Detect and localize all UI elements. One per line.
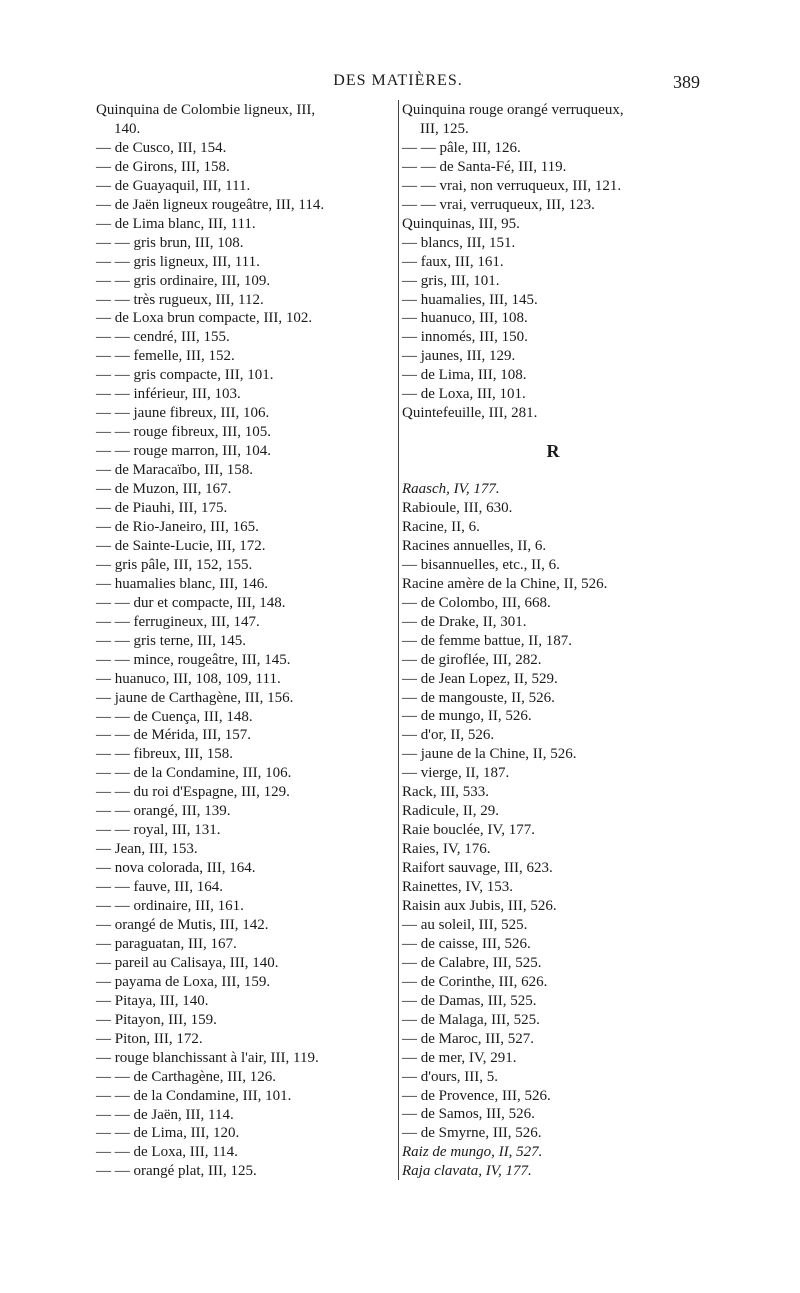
index-entry: — de Cusco, III, 154. bbox=[96, 139, 227, 156]
index-entry: — paraguatan, III, 167. bbox=[96, 935, 237, 952]
index-entry: — de Guayaquil, III, 111. bbox=[96, 177, 251, 194]
index-entry: — de Lima blanc, III, 111. bbox=[96, 215, 256, 232]
index-entry: Rainettes, IV, 153. bbox=[402, 879, 513, 896]
index-entry: — jaune de Carthagène, III, 156. bbox=[96, 689, 294, 706]
index-entry: — rouge blanchissant à l'air, III, 119. bbox=[96, 1049, 319, 1066]
index-entry: — — de Lima, III, 120. bbox=[96, 1125, 240, 1142]
index-entry: — de Provence, III, 526. bbox=[402, 1087, 551, 1104]
index-entry: — huamalies, III, 145. bbox=[402, 291, 538, 308]
running-title: DES MATIÈRES. bbox=[333, 72, 463, 89]
index-entry: — Pitaya, III, 140. bbox=[96, 992, 209, 1009]
index-entry: — de mer, IV, 291. bbox=[402, 1049, 517, 1066]
index-entry: — de Maracaïbo, III, 158. bbox=[96, 462, 254, 479]
index-entry: — de Colombo, III, 668. bbox=[402, 594, 551, 611]
index-entry: — — orangé, III, 139. bbox=[96, 803, 231, 820]
spacer bbox=[402, 461, 704, 480]
index-entry: — — de Jaën, III, 114. bbox=[96, 1106, 234, 1123]
spacer bbox=[402, 423, 704, 442]
index-entry: — — rouge marron, III, 104. bbox=[96, 443, 271, 460]
index-entry: — de Jean Lopez, II, 529. bbox=[402, 670, 558, 687]
index-entry: — — vrai, verruqueux, III, 123. bbox=[402, 196, 595, 213]
index-entry: Raisin aux Jubis, III, 526. bbox=[402, 898, 557, 914]
index-entry: — — ordinaire, III, 161. bbox=[96, 898, 244, 915]
index-entry: Rabioule, III, 630. bbox=[402, 499, 513, 516]
index-entry: — de mangouste, II, 526. bbox=[402, 689, 555, 706]
index-entry: — — cendré, III, 155. bbox=[96, 329, 230, 346]
index-entry: — jaune de la Chine, II, 526. bbox=[402, 746, 577, 763]
index-entry: Racine amère de la Chine, II, 526. bbox=[402, 575, 608, 592]
index-entry: — orangé de Mutis, III, 142. bbox=[96, 916, 269, 933]
page-header bbox=[96, 72, 700, 94]
index-entry: Raasch, IV, 177. bbox=[402, 481, 500, 498]
index-entry: — — inférieur, III, 103. bbox=[96, 386, 241, 403]
index-entry: — de giroflée, III, 282. bbox=[402, 651, 542, 668]
index-entry: — huanuco, III, 108. bbox=[402, 310, 528, 327]
index-entry: — de Malaga, III, 525. bbox=[402, 1011, 540, 1028]
index-entry: — de caisse, III, 526. bbox=[402, 935, 531, 952]
index-entry: — Jean, III, 153. bbox=[96, 841, 198, 858]
index-entry: Quinquina rouge orangé verruqueux, bbox=[402, 102, 624, 118]
index-entry: — — de la Condamine, III, 101. bbox=[96, 1087, 292, 1104]
index-entry: — — gris terne, III, 145. bbox=[96, 632, 246, 649]
index-entry: — — du roi d'Espagne, III, 129. bbox=[96, 784, 290, 801]
index-entry: — pareil au Calisaya, III, 140. bbox=[96, 954, 279, 971]
index-entry: — — mince, rougeâtre, III, 145. bbox=[96, 651, 291, 668]
index-entry: — innomés, III, 150. bbox=[402, 329, 528, 346]
index-entry: — huanuco, III, 108, 109, 111. bbox=[96, 670, 281, 687]
index-entry: — — de la Condamine, III, 106. bbox=[96, 765, 292, 782]
page-number: 389 bbox=[673, 72, 700, 92]
index-entry: Raifort sauvage, III, 623. bbox=[402, 860, 553, 877]
index-entry: — — très rugueux, III, 112. bbox=[96, 291, 264, 308]
index-entry: — — de Santa-Fé, III, 119. bbox=[402, 158, 567, 175]
index-entry: — de femme battue, II, 187. bbox=[402, 632, 572, 649]
index-entry: — — fauve, III, 164. bbox=[96, 879, 224, 896]
index-entry: Quinquinas, III, 95. bbox=[402, 215, 520, 232]
index-entry: — de Smyrne, III, 526. bbox=[402, 1125, 542, 1142]
index-entry: Raie bouclée, IV, 177. bbox=[402, 822, 536, 839]
index-entry: Racines annuelles, II, 6. bbox=[402, 537, 547, 554]
index-entry: — Pitayon, III, 159. bbox=[96, 1011, 217, 1028]
index-entry: — — rouge fibreux, III, 105. bbox=[96, 424, 271, 441]
index-entry: Radicule, II, 29. bbox=[402, 803, 500, 820]
index-entry: — — vrai, non verruqueux, III, 121. bbox=[402, 177, 622, 194]
index-entry: Racine, II, 6. bbox=[402, 518, 480, 535]
index-entry: — — gris compacte, III, 101. bbox=[96, 367, 274, 384]
index-entry: — de Corinthe, III, 626. bbox=[402, 973, 548, 990]
index-entry: — de Rio-Janeiro, III, 165. bbox=[96, 518, 259, 535]
index-entry: — bisannuelles, etc., II, 6. bbox=[402, 556, 560, 573]
index-entry: — de Girons, III, 158. bbox=[96, 158, 230, 175]
index-entry: — huamalies blanc, III, 146. bbox=[96, 575, 269, 592]
index-entry: — gris pâle, III, 152, 155. bbox=[96, 556, 253, 573]
index-entry: — de Piauhi, III, 175. bbox=[96, 500, 228, 517]
index-entry: Raja clavata, IV, 177. bbox=[402, 1163, 532, 1180]
index-entry: — de Samos, III, 526. bbox=[402, 1106, 535, 1123]
index-entry: — de Loxa brun compacte, III, 102. bbox=[96, 310, 313, 327]
index-entry: — — de Cuença, III, 148. bbox=[96, 708, 253, 725]
index-entry: — de Sainte-Lucie, III, 172. bbox=[96, 537, 266, 554]
index-entry: — de Drake, II, 301. bbox=[402, 613, 527, 630]
index-entry: — — jaune fibreux, III, 106. bbox=[96, 405, 270, 422]
index-column-left bbox=[96, 101, 396, 1181]
section-letter: R bbox=[546, 441, 560, 462]
index-entry: — — royal, III, 131. bbox=[96, 822, 221, 839]
column-divider bbox=[398, 100, 399, 1180]
index-entry: — de Jaën ligneux rougeâtre, III, 114. bbox=[96, 196, 325, 213]
index-entry: — Piton, III, 172. bbox=[96, 1030, 203, 1047]
index-entry: — — dur et compacte, III, 148. bbox=[96, 594, 286, 611]
index-entry: — — pâle, III, 126. bbox=[402, 139, 521, 156]
index-entry: — — gris ligneux, III, 111. bbox=[96, 253, 260, 270]
index-entry: Rack, III, 533. bbox=[402, 784, 490, 801]
index-entry: Raies, IV, 176. bbox=[402, 841, 491, 858]
index-entry: — — de Mérida, III, 157. bbox=[96, 727, 251, 744]
index-entry: — de Lima, III, 108. bbox=[402, 367, 527, 384]
index-entry: — nova colorada, III, 164. bbox=[96, 860, 256, 877]
index-entry: — de Muzon, III, 167. bbox=[96, 481, 232, 498]
index-entry: — de Calabre, III, 525. bbox=[402, 954, 542, 971]
index-entry: — — de Loxa, III, 114. bbox=[96, 1144, 238, 1161]
index-entry: — d'or, II, 526. bbox=[402, 727, 495, 744]
index-entry: — — gris brun, III, 108. bbox=[96, 234, 244, 251]
index-entry: — faux, III, 161. bbox=[402, 253, 504, 270]
index-entry: — — orangé plat, III, 125. bbox=[96, 1163, 257, 1180]
index-entry: Raiz de mungo, II, 527. bbox=[402, 1144, 543, 1161]
index-entry: — de Damas, III, 525. bbox=[402, 992, 537, 1009]
index-entry: — — fibreux, III, 158. bbox=[96, 746, 234, 763]
index-entry: — blancs, III, 151. bbox=[402, 234, 516, 251]
index-entry: — payama de Loxa, III, 159. bbox=[96, 973, 271, 990]
index-entry: — — ferrugineux, III, 147. bbox=[96, 613, 260, 630]
index-entry: III, 125. bbox=[420, 120, 469, 137]
index-entry: — jaunes, III, 129. bbox=[402, 348, 516, 365]
index-entry: — au soleil, III, 525. bbox=[402, 916, 528, 933]
index-entry: — de Maroc, III, 527. bbox=[402, 1030, 535, 1047]
index-entry: — de mungo, II, 526. bbox=[402, 708, 532, 725]
index-entry: — vierge, II, 187. bbox=[402, 765, 510, 782]
index-entry: — gris, III, 101. bbox=[402, 272, 500, 289]
index-entry: — de Loxa, III, 101. bbox=[402, 386, 526, 403]
index-entry: Quintefeuille, III, 281. bbox=[402, 405, 538, 422]
index-entry: — — de Carthagène, III, 126. bbox=[96, 1068, 276, 1085]
index-entry: — d'ours, III, 5. bbox=[402, 1068, 499, 1085]
index-column-right bbox=[402, 101, 704, 1181]
index-entry: Quinquina de Colombie ligneux, III, bbox=[96, 102, 316, 118]
index-entry: — — gris ordinaire, III, 109. bbox=[96, 272, 271, 289]
index-entry: 140. bbox=[114, 120, 141, 137]
index-entry: — — femelle, III, 152. bbox=[96, 348, 235, 365]
